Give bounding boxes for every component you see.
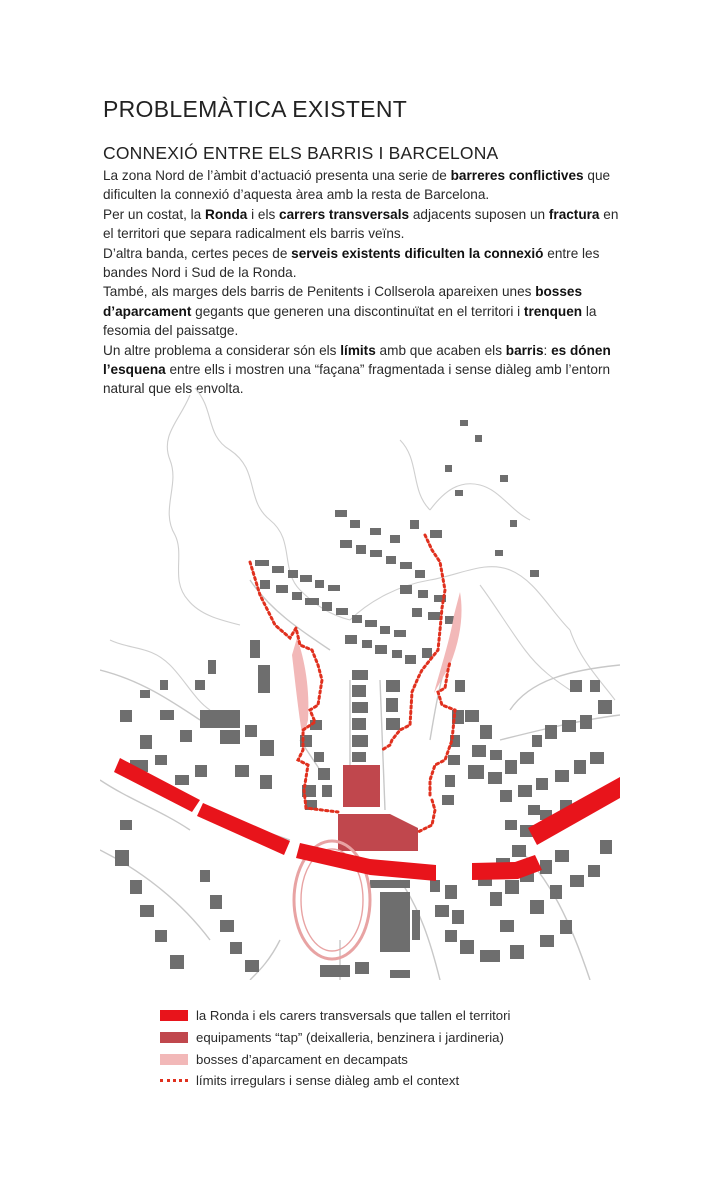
legend-item-equipaments [160, 1027, 510, 1049]
legend-item-limits [160, 1070, 510, 1092]
text-run: la fesomia del paissatge. [103, 303, 597, 339]
emphasis-text: Ronda [205, 206, 248, 222]
paragraph-1 [103, 166, 623, 205]
text-run: i els [247, 206, 280, 222]
text-run: Per un costat, la [103, 206, 206, 222]
paragraph-3 [103, 244, 623, 283]
site-map [100, 380, 620, 980]
emphasis-text: carrers transversals [279, 206, 410, 222]
text-run: També, als marges dels barris de Penitents i Collserola apareixen unes [103, 284, 536, 300]
text-run: gegants que generen una discontinuïtat en el territori i [191, 303, 524, 319]
legend-swatch-ronda [160, 1010, 188, 1021]
text-run: : [543, 342, 552, 358]
legend-label: equipaments “tap” (deixalleria, benzinera i jardineria) [196, 1030, 504, 1046]
text-run: en el territori que separa radicalment els barris veïns. [103, 206, 619, 242]
text-run: adjacents suposen un [409, 206, 549, 222]
legend-swatch-bosses [160, 1054, 188, 1065]
description-text [103, 166, 623, 399]
section-subtitle: CONNEXIÓ ENTRE ELS BARRIS I BARCELONA [103, 143, 499, 163]
page-title: PROBLEMÀTICA EXISTENT [103, 96, 408, 122]
paragraph-4 [103, 282, 623, 340]
paragraph-2 [103, 205, 623, 244]
emphasis-text: barreres conflictives [450, 168, 584, 183]
text-run: que dificulten la connexió d’aquesta àrea amb la resta de Barcelona. [103, 168, 611, 203]
emphasis-text: serveis existents dificulten la connexió [291, 245, 544, 261]
map-legend [160, 1005, 510, 1092]
legend-label: la Ronda i els carers transversals que tallen el territori [196, 1008, 511, 1024]
legend-swatch-limits [160, 1079, 188, 1082]
text-run: amb que acaben els [375, 342, 506, 358]
legend-item-ronda [160, 1005, 510, 1027]
legend-label: bosses d’aparcament en decampats [196, 1051, 408, 1067]
text-run: La zona Nord de l’àmbit d’actuació presenta una serie de [103, 168, 451, 183]
legend-item-bosses [160, 1048, 510, 1070]
emphasis-text: barris [505, 342, 544, 358]
emphasis-text: es dónen l’esquena [103, 342, 611, 378]
emphasis-text: bosses d’aparcament [103, 284, 583, 319]
text-run: Un altre problema a considerar són els [103, 342, 341, 358]
legend-swatch-equipaments [160, 1032, 188, 1043]
service-facilities [338, 765, 418, 851]
text-run: entre les bandes Nord i Sud de la Ronda. [103, 245, 600, 281]
emphasis-text: fractura [548, 206, 600, 222]
text-run: entre ells i mostren una “façana” fragmentada i sense diàleg amb l’entorn natural que els envolta. [103, 362, 611, 397]
legend-label: límits irregulars i sense diàleg amb el context [196, 1073, 460, 1089]
emphasis-text: trenquen [523, 303, 583, 319]
emphasis-text: límits [340, 342, 376, 358]
text-run: D’altra banda, certes peces de [103, 245, 292, 261]
